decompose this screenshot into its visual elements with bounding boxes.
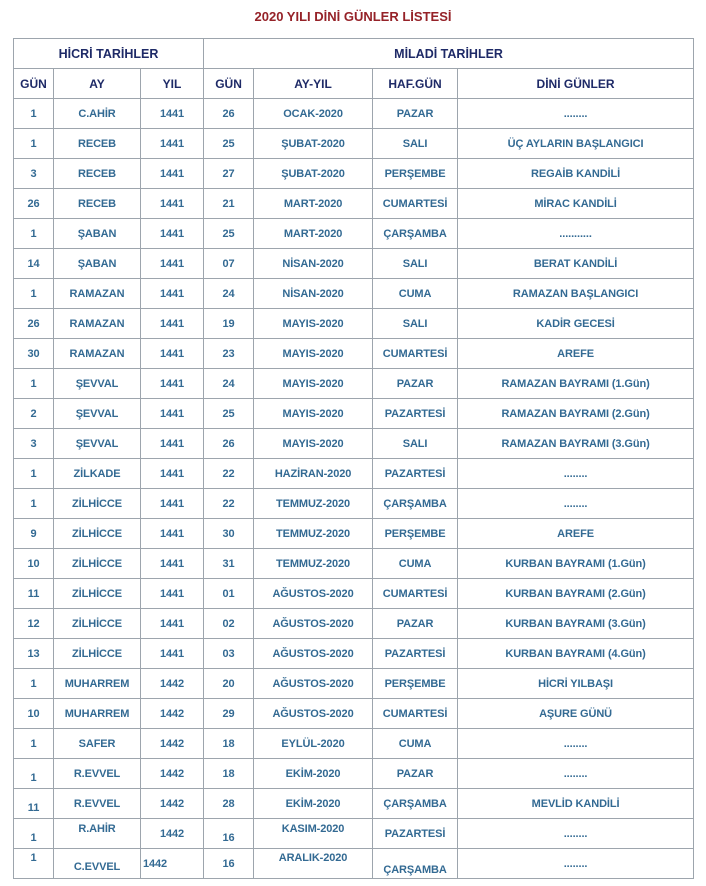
table-cell: 21	[204, 189, 254, 219]
table-cell: 1	[14, 729, 54, 759]
table-cell: RAMAZAN BAYRAMI (3.Gün)	[458, 429, 694, 459]
table-cell: AĞUSTOS-2020	[254, 579, 373, 609]
table-cell: 30	[14, 339, 54, 369]
table-cell: EKİM-2020	[254, 759, 373, 789]
table-row	[14, 849, 694, 879]
table-cell: PAZAR	[373, 99, 458, 129]
table-cell: PERŞEMBE	[373, 519, 458, 549]
table-cell: 1	[14, 99, 54, 129]
column-header-0: GÜN	[14, 69, 54, 99]
table-row	[14, 189, 694, 219]
table-cell: 16	[204, 849, 254, 879]
table-cell: 1	[14, 669, 54, 699]
table-row	[14, 159, 694, 189]
table-cell: 07	[204, 249, 254, 279]
table-cell: RAMAZAN BAYRAMI (1.Gün)	[458, 369, 694, 399]
table-cell: 1441	[141, 369, 204, 399]
table-cell: 1	[14, 369, 54, 399]
table-cell: HAZİRAN-2020	[254, 459, 373, 489]
table-cell: 29	[204, 699, 254, 729]
table-cell: RAMAZAN	[54, 279, 141, 309]
table-cell: PAZAR	[373, 369, 458, 399]
table-cell: CUMA	[373, 729, 458, 759]
table-cell: PERŞEMBE	[373, 669, 458, 699]
table-cell: 1441	[141, 399, 204, 429]
table-cell: 1442	[141, 819, 204, 849]
table-row	[14, 639, 694, 669]
table-cell: 25	[204, 219, 254, 249]
table-cell: 10	[14, 699, 54, 729]
table-cell: 1442	[141, 759, 204, 789]
table-cell: MAYIS-2020	[254, 309, 373, 339]
table-cell: R.EVVEL	[54, 789, 141, 819]
table-row	[14, 279, 694, 309]
table-cell: 3	[14, 159, 54, 189]
table-cell: 24	[204, 369, 254, 399]
table-cell: AĞUSTOS-2020	[254, 669, 373, 699]
table-row	[14, 339, 694, 369]
table-cell: MAYIS-2020	[254, 369, 373, 399]
table-cell: ÇARŞAMBA	[373, 219, 458, 249]
table-cell: 1441	[141, 609, 204, 639]
table-cell: C.AHİR	[54, 99, 141, 129]
table-cell: ........	[458, 99, 694, 129]
table-cell: ZİLHİCCE	[54, 549, 141, 579]
table-cell: CUMARTESİ	[373, 339, 458, 369]
table-cell: ........	[458, 459, 694, 489]
table-cell: MART-2020	[254, 219, 373, 249]
table-cell: AREFE	[458, 339, 694, 369]
table-cell: ÇARŞAMBA	[373, 789, 458, 819]
table-cell: AĞUSTOS-2020	[254, 639, 373, 669]
table-cell: 03	[204, 639, 254, 669]
table-cell: RECEB	[54, 159, 141, 189]
table-cell: 1441	[141, 279, 204, 309]
table-cell: 1442	[141, 699, 204, 729]
table-cell: 24	[204, 279, 254, 309]
table-cell: ZİLHİCCE	[54, 489, 141, 519]
table-cell: ŞEVVAL	[54, 399, 141, 429]
table-cell: NİSAN-2020	[254, 279, 373, 309]
table-cell: TEMMUZ-2020	[254, 489, 373, 519]
table-cell: 1441	[141, 639, 204, 669]
table-cell: 28	[204, 789, 254, 819]
table-cell: 11	[14, 789, 54, 819]
table-cell: 1	[14, 459, 54, 489]
table-cell: 1441	[141, 459, 204, 489]
table-cell: KURBAN BAYRAMI (4.Gün)	[458, 639, 694, 669]
table-row	[14, 759, 694, 789]
table-cell: 1441	[141, 159, 204, 189]
table-cell: AREFE	[458, 519, 694, 549]
table-cell: RECEB	[54, 189, 141, 219]
table-cell: PAZAR	[373, 759, 458, 789]
table-cell: 22	[204, 459, 254, 489]
table-row	[14, 819, 694, 849]
table-cell: 23	[204, 339, 254, 369]
table-cell: KURBAN BAYRAMI (2.Gün)	[458, 579, 694, 609]
table-cell: MEVLİD KANDİLİ	[458, 789, 694, 819]
table-cell: MUHARREM	[54, 699, 141, 729]
table-cell: MUHARREM	[54, 669, 141, 699]
table-cell: 02	[204, 609, 254, 639]
table-cell: AĞUSTOS-2020	[254, 609, 373, 639]
table-cell: ...........	[458, 219, 694, 249]
table-cell: SALI	[373, 129, 458, 159]
table-cell: 12	[14, 609, 54, 639]
table-cell: MART-2020	[254, 189, 373, 219]
table-cell: 16	[204, 819, 254, 849]
table-cell: MAYIS-2020	[254, 339, 373, 369]
table-cell: ÇARŞAMBA	[373, 489, 458, 519]
table-row	[14, 219, 694, 249]
table-cell: 3	[14, 429, 54, 459]
table-cell: R.EVVEL	[54, 759, 141, 789]
column-header-2: YIL	[141, 69, 204, 99]
table-row	[14, 129, 694, 159]
column-header-6: DİNİ GÜNLER	[458, 69, 694, 99]
table-cell: ZİLHİCCE	[54, 609, 141, 639]
table-cell: ........	[458, 729, 694, 759]
table-cell: BERAT KANDİLİ	[458, 249, 694, 279]
table-row	[14, 489, 694, 519]
table-cell: 1	[14, 819, 54, 849]
table-cell: AĞUSTOS-2020	[254, 699, 373, 729]
table-cell: 10	[14, 549, 54, 579]
table-cell: AŞURE GÜNÜ	[458, 699, 694, 729]
table-cell: PAZAR	[373, 609, 458, 639]
table-cell: 1441	[141, 549, 204, 579]
table-cell: 01	[204, 579, 254, 609]
table-cell: CUMARTESİ	[373, 189, 458, 219]
table-cell: 1441	[141, 489, 204, 519]
table-cell: 25	[204, 129, 254, 159]
table-cell: PAZARTESİ	[373, 639, 458, 669]
table-cell: 1441	[141, 429, 204, 459]
table-cell: 1441	[141, 99, 204, 129]
table-cell: 11	[14, 579, 54, 609]
table-cell: 26	[204, 99, 254, 129]
table-cell: ÇARŞAMBA	[373, 849, 458, 879]
table-cell: ZİLHİCCE	[54, 579, 141, 609]
table-cell: PAZARTESİ	[373, 459, 458, 489]
table-cell: REGAİB KANDİLİ	[458, 159, 694, 189]
table-cell: ........	[458, 489, 694, 519]
table-cell: SALI	[373, 249, 458, 279]
table-cell: 1441	[141, 309, 204, 339]
table-cell: HİCRİ YILBAŞI	[458, 669, 694, 699]
table-cell: ARALIK-2020	[254, 849, 373, 879]
table-cell: TEMMUZ-2020	[254, 549, 373, 579]
table-row	[14, 429, 694, 459]
table-cell: MİRAC KANDİLİ	[458, 189, 694, 219]
table-cell: PERŞEMBE	[373, 159, 458, 189]
table-cell: ........	[458, 819, 694, 849]
table-cell: 22	[204, 489, 254, 519]
table-cell: CUMARTESİ	[373, 699, 458, 729]
table-cell: 18	[204, 759, 254, 789]
table-cell: 1442	[141, 849, 204, 879]
table-row	[14, 519, 694, 549]
column-header-5: HAF.GÜN	[373, 69, 458, 99]
column-header-3: GÜN	[204, 69, 254, 99]
table-cell: 1442	[141, 729, 204, 759]
table-cell: RAMAZAN	[54, 339, 141, 369]
column-header-4: AY-YIL	[254, 69, 373, 99]
table-cell: 26	[14, 309, 54, 339]
table-cell: OCAK-2020	[254, 99, 373, 129]
table-cell: KASIM-2020	[254, 819, 373, 849]
table-cell: KURBAN BAYRAMI (3.Gün)	[458, 609, 694, 639]
table-cell: KURBAN BAYRAMI (1.Gün)	[458, 549, 694, 579]
table-row	[14, 399, 694, 429]
column-header-row	[14, 69, 694, 99]
table-cell: 31	[204, 549, 254, 579]
table-cell: CUMARTESİ	[373, 579, 458, 609]
table-row	[14, 729, 694, 759]
table-cell: PAZARTESİ	[373, 399, 458, 429]
table-row	[14, 579, 694, 609]
table-cell: 1441	[141, 519, 204, 549]
table-cell: ŞABAN	[54, 249, 141, 279]
table-cell: RAMAZAN	[54, 309, 141, 339]
table-row	[14, 669, 694, 699]
table-cell: 20	[204, 669, 254, 699]
table-cell: 1	[14, 849, 54, 879]
table-cell: MAYIS-2020	[254, 399, 373, 429]
table-row	[14, 549, 694, 579]
table-cell: 18	[204, 729, 254, 759]
table-cell: NİSAN-2020	[254, 249, 373, 279]
table-cell: 1441	[141, 189, 204, 219]
table-cell: 1	[14, 759, 54, 789]
table-cell: 2	[14, 399, 54, 429]
table-cell: 1	[14, 279, 54, 309]
table-cell: RAMAZAN BAŞLANGICI	[458, 279, 694, 309]
table-cell: 9	[14, 519, 54, 549]
table-cell: ŞEVVAL	[54, 429, 141, 459]
table-cell: MAYIS-2020	[254, 429, 373, 459]
table-cell: 30	[204, 519, 254, 549]
table-cell: ZİLHİCCE	[54, 639, 141, 669]
table-cell: 27	[204, 159, 254, 189]
table-cell: ŞEVVAL	[54, 369, 141, 399]
table-cell: C.EVVEL	[54, 849, 141, 879]
table-row	[14, 369, 694, 399]
table-row	[14, 699, 694, 729]
table-cell: 1	[14, 489, 54, 519]
table-cell: SALI	[373, 309, 458, 339]
table-cell: R.AHİR	[54, 819, 141, 849]
column-header-1: AY	[54, 69, 141, 99]
table-cell: ........	[458, 759, 694, 789]
table-cell: 1441	[141, 339, 204, 369]
table-cell: 1441	[141, 129, 204, 159]
table-cell: 25	[204, 399, 254, 429]
table-cell: RECEB	[54, 129, 141, 159]
table-row	[14, 789, 694, 819]
table-cell: ÜÇ AYLARIN BAŞLANGICI	[458, 129, 694, 159]
table-cell: EKİM-2020	[254, 789, 373, 819]
table-cell: PAZARTESİ	[373, 819, 458, 849]
table-cell: 1	[14, 129, 54, 159]
table-cell: RAMAZAN BAYRAMI (2.Gün)	[458, 399, 694, 429]
table-cell: 1442	[141, 789, 204, 819]
table-cell: 26	[14, 189, 54, 219]
table-cell: TEMMUZ-2020	[254, 519, 373, 549]
table-cell: KADİR GECESİ	[458, 309, 694, 339]
table-cell: ZİLKADE	[54, 459, 141, 489]
hicri-group-header: HİCRİ TARİHLER	[14, 39, 204, 69]
page-title: 2020 YILI DİNİ GÜNLER LİSTESİ	[254, 9, 452, 24]
table-cell: ŞUBAT-2020	[254, 159, 373, 189]
table-cell: 14	[14, 249, 54, 279]
table-cell: ŞABAN	[54, 219, 141, 249]
table-cell: 1441	[141, 579, 204, 609]
table-row	[14, 249, 694, 279]
table-cell: EYLÜL-2020	[254, 729, 373, 759]
table-cell: ŞUBAT-2020	[254, 129, 373, 159]
table-cell: 26	[204, 429, 254, 459]
religious-days-table	[13, 38, 694, 879]
table-cell: CUMA	[373, 279, 458, 309]
table-row	[14, 609, 694, 639]
table-row	[14, 459, 694, 489]
table-cell: 1441	[141, 249, 204, 279]
table-cell: SALI	[373, 429, 458, 459]
table-row	[14, 99, 694, 129]
miladi-group-header: MİLADİ TARİHLER	[204, 39, 694, 69]
table-cell: 13	[14, 639, 54, 669]
table-cell: ZİLHİCCE	[54, 519, 141, 549]
table-cell: CUMA	[373, 549, 458, 579]
group-header-row	[14, 39, 694, 69]
table-row	[14, 309, 694, 339]
table-cell: ........	[458, 849, 694, 879]
table-cell: 1442	[141, 669, 204, 699]
table-cell: SAFER	[54, 729, 141, 759]
table-cell: 1441	[141, 219, 204, 249]
table-cell: 1	[14, 219, 54, 249]
table-cell: 19	[204, 309, 254, 339]
